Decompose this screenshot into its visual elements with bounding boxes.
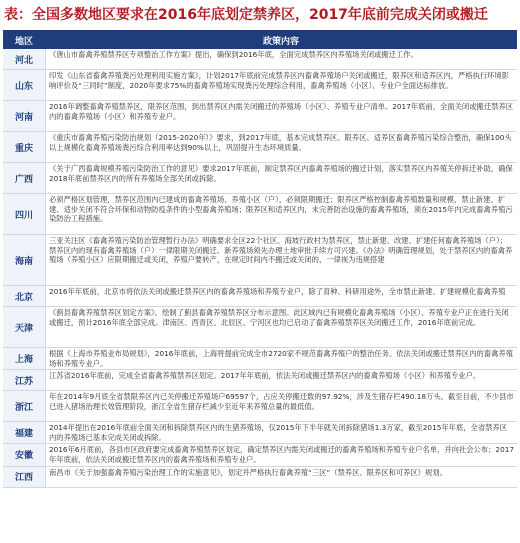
region-cell: 重庆: [3, 132, 46, 162]
table-header: [3, 32, 517, 49]
region-cell: 江苏: [3, 370, 46, 390]
table-row: [3, 286, 517, 307]
table-row: [3, 194, 517, 235]
policy-cell: 2016年调整畜禽养殖禁养区，限养区范围，到出禁养区内需关闭搬迁的养殖场（小区）、养殖专业户清单。2017年底前，全面关闭或搬迁禁养区内的畜禽养殖场（小区）和养殖专业户。: [49, 102, 514, 121]
region-cell: 河南: [3, 101, 46, 131]
policy-cell: 三亚关注区《畜禽养殖污染防治管理暂行办法》明确要求全区22个社区、海坡行政村为禁养区，禁止新建、改建、扩建任何畜禽养殖场（户）；禁养区内的现有畜禽养殖场（户）一律限期关闭搬迁。新养殖场须先办理土地审批手续方可兴建。《办法》明确管理规划，处于禁养区内的畜禽养殖场（养殖小区）应限期搬迁或关闭，养殖户要转产，在规定时间内不搬迁或关闭的，一律视为违规搭建: [49, 236, 513, 265]
policy-cell: 《蓟县畜禽养殖禁养区划定方案》，绘制了蓟县畜禽养殖禁养区分布示意图。此区域内已有规模化畜禽养殖场（小区）、养殖专业户正在进行关闭或搬迁，预计2016年底全部完成。津南区、西青区、北辰区、宁河区也均已启动了畜禽养殖禁养区关闭搬迁工作，2016年底前完成。: [49, 308, 509, 327]
header-content: 政策内容: [262, 37, 299, 47]
table-row: [3, 467, 517, 488]
policy-table: [3, 30, 517, 488]
region-cell: 北京: [3, 286, 46, 306]
policy-cell: 2016年年底前，北京市将依法关闭或搬迁禁养区内的畜禽养殖场和养殖专业户，除了育种、科研用途外，全市禁止新建、扩建规模化畜禽养殖: [49, 287, 506, 296]
table-row: [3, 101, 517, 132]
region-cell: 海南: [3, 235, 46, 285]
table-body: [3, 49, 517, 488]
table-row: [3, 163, 517, 194]
policy-cell: 《重庆市畜禽养殖污染防治规划（2015-2020年）》要求，到2017年底，基本完成禁养区、限养区、适养区畜禽养殖污染综合整治，确保100头以上规模化畜禽养殖场粪污综合利用率达到90%以上，巩固提升生态环境质量。: [49, 133, 512, 152]
table-row: [3, 132, 517, 163]
page-title: 表：全国多数地区要求在2016年底划定禁养区，2017年底前完成关闭或搬迁: [4, 7, 488, 23]
table-row: [3, 307, 517, 348]
table-row: [3, 235, 517, 286]
header-region: 地区: [14, 37, 33, 47]
policy-cell: 年在2014年9月底全省禁限养区内已关停搬迁养殖场户69597个，占应关停搬迁数的97.92%，涉及生猪存栏490.18万头。截至目前，不少县市已进入猪场治理长效管理阶段，浙江全省生猪存栏减少至近年来养殖总量的最低值。: [49, 392, 514, 411]
policy-cell: 印发《山东省畜禽养殖粪污处理利用实施方案》，计划2017年底前完成禁养区内畜禽养殖场户关闭或搬迁，限养区和适养区内，严格执行环境影响评价及“三同时”制度，2020年要求75%的畜禽养殖场实现粪污处理综合利用，畜禽养殖场（小区）、专业户全面达标排放。: [49, 71, 510, 90]
region-cell: 福建: [3, 422, 46, 443]
table-row: [3, 391, 517, 422]
region-cell: 河北: [3, 49, 46, 69]
table-row: [3, 444, 517, 466]
policy-cell: 必须严格区划管理，禁养区范围内已建成的畜禽养殖场、养殖小区（户），必须限期搬迁；限养区严格控制畜禽养殖数量和规模，禁止新建、扩建、适步关闭不符合环保和动物防疫条件的小型畜禽养殖场；限养区和适养区内，未完善防治设施的畜禽养殖场，须在2015年内完成畜禽养殖污染防治工程措施。: [49, 195, 513, 224]
region-cell: 山东: [3, 70, 46, 100]
policy-cell: 南昌市《关于加强畜禽养殖污染治理工作的实施意见》，划定并严格执行畜禽养殖“三区”（禁养区、限养区和可养区）规划。: [49, 467, 447, 477]
region-cell: 四川: [3, 194, 46, 234]
table-row: [3, 422, 517, 444]
policy-cell: 2014年提出在2016年底前全面关闭和拆除禁养区内的生猪养殖场，仅2015年下半年就关闭拆除猪场1.3万家，截至2015年年底，全省禁养区内的养殖场已基本完成关闭或拆除。: [49, 423, 508, 442]
region-cell: 广西: [3, 163, 46, 193]
table-row: [3, 70, 517, 101]
region-cell: 浙江: [3, 391, 46, 421]
table-row: [3, 370, 517, 391]
policy-cell: 2016年6月底前，各县市区政府要完成畜禽养殖禁养区划定，确定禁养区内需关闭或搬迁的畜禽养殖场和养殖专业户名单，并向社会公布；2017年年底前，依法关闭或搬迁禁养区内的畜禽养殖场和养殖专业户。: [49, 445, 514, 464]
policy-cell: 江苏省2016年底前，完成全省畜禽养殖禁养区划定。2017年年底前，依法关闭或搬迁禁养区内的畜禽养殖场（小区）和养殖专业户。: [49, 371, 481, 381]
policy-cell: 《关于广西畜禽规模养殖污染防治工作的意见》要求2017年底前，制定禁养区内畜禽养殖场的搬迁计划，落实禁养区内养殖关停拆迁补助，确保2018年底前禁养区内的所有养殖场全部关闭或拆除。: [49, 164, 513, 183]
region-cell: 上海: [3, 348, 46, 369]
region-cell: 天津: [3, 307, 46, 347]
table-row: [3, 348, 517, 370]
policy-cell: 根据《上海市养殖业布局规划》，2016年底前，上海将提前完成全市2720家不规范畜禽养殖户的整治任务。依法关闭或搬迁禁养区内的畜禽养殖场和养殖专业户。: [49, 349, 514, 368]
policy-cell: 《唐山市畜禽养殖禁养区专项整治工作方案》提出，确保到2016年底，全面完成禁养区内养殖场关闭或搬迁工作。: [49, 50, 418, 59]
table-row: [3, 49, 517, 70]
region-cell: 安徽: [3, 444, 46, 465]
region-cell: 江西: [3, 467, 46, 487]
